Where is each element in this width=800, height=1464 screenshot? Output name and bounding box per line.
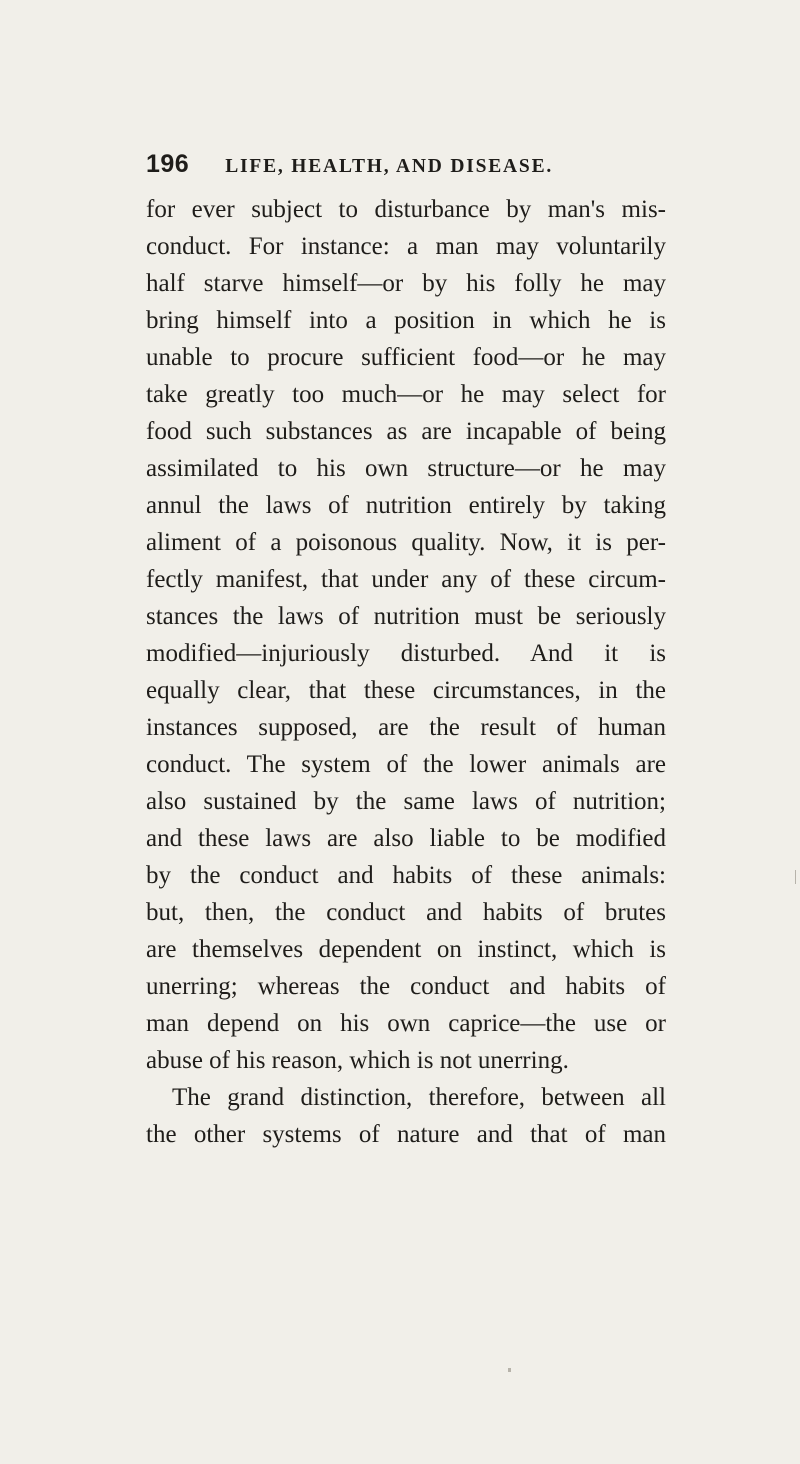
text-line: the other systems of nature and that of man — [146, 1121, 666, 1148]
text-line: by the conduct and habits of these animals: — [146, 862, 666, 889]
text-line: man depend on his own caprice—the use or — [146, 1010, 666, 1037]
text-line: are themselves dependent on instinct, which is — [146, 936, 666, 963]
text-line: aliment of a poisonous quality. Now, it is per- — [146, 529, 666, 556]
text-line: assimilated to his own structure—or he may — [146, 455, 666, 482]
text-line: but, then, the conduct and habits of brutes — [146, 899, 666, 926]
running-head-title: LIFE, HEALTH, AND DISEASE. — [225, 156, 554, 177]
text-line: stances the laws of nutrition must be seriously — [146, 603, 666, 630]
text-line: equally clear, that these circumstances, in the — [146, 677, 666, 704]
text-line: unerring; whereas the conduct and habits of — [146, 973, 666, 1000]
text-line: conduct. The system of the lower animals are — [146, 751, 666, 778]
text-line: half starve himself—or by his folly he may — [146, 270, 666, 297]
text-line: also sustained by the same laws of nutrition; — [146, 788, 666, 815]
text-line: for ever subject to disturbance by man's mis- — [146, 196, 666, 223]
paper-mark — [508, 1368, 511, 1372]
text-line: abuse of his reason, which is not unerring. — [146, 1047, 569, 1074]
paper-mark — [795, 870, 796, 884]
text-line: and these laws are also liable to be modified — [146, 825, 666, 852]
text-line-paragraph-start: The grand distinction, therefore, between all — [172, 1084, 666, 1111]
text-line: conduct. For instance: a man may voluntarily — [146, 233, 666, 260]
running-head — [146, 150, 666, 184]
text-line: food such substances as are incapable of being — [146, 418, 666, 445]
text-line: take greatly too much—or he may select for — [146, 381, 666, 408]
text-line: instances supposed, are the result of human — [146, 714, 666, 741]
page-number: 196 — [146, 150, 190, 178]
body-text — [146, 191, 666, 1153]
text-line: fectly manifest, that under any of these circum- — [146, 566, 666, 593]
text-line: unable to procure sufficient food—or he may — [146, 344, 666, 371]
text-line: annul the laws of nutrition entirely by taking — [146, 492, 666, 519]
text-line: bring himself into a position in which he is — [146, 307, 666, 334]
text-line: modified—injuriously disturbed. And it is — [146, 640, 666, 667]
